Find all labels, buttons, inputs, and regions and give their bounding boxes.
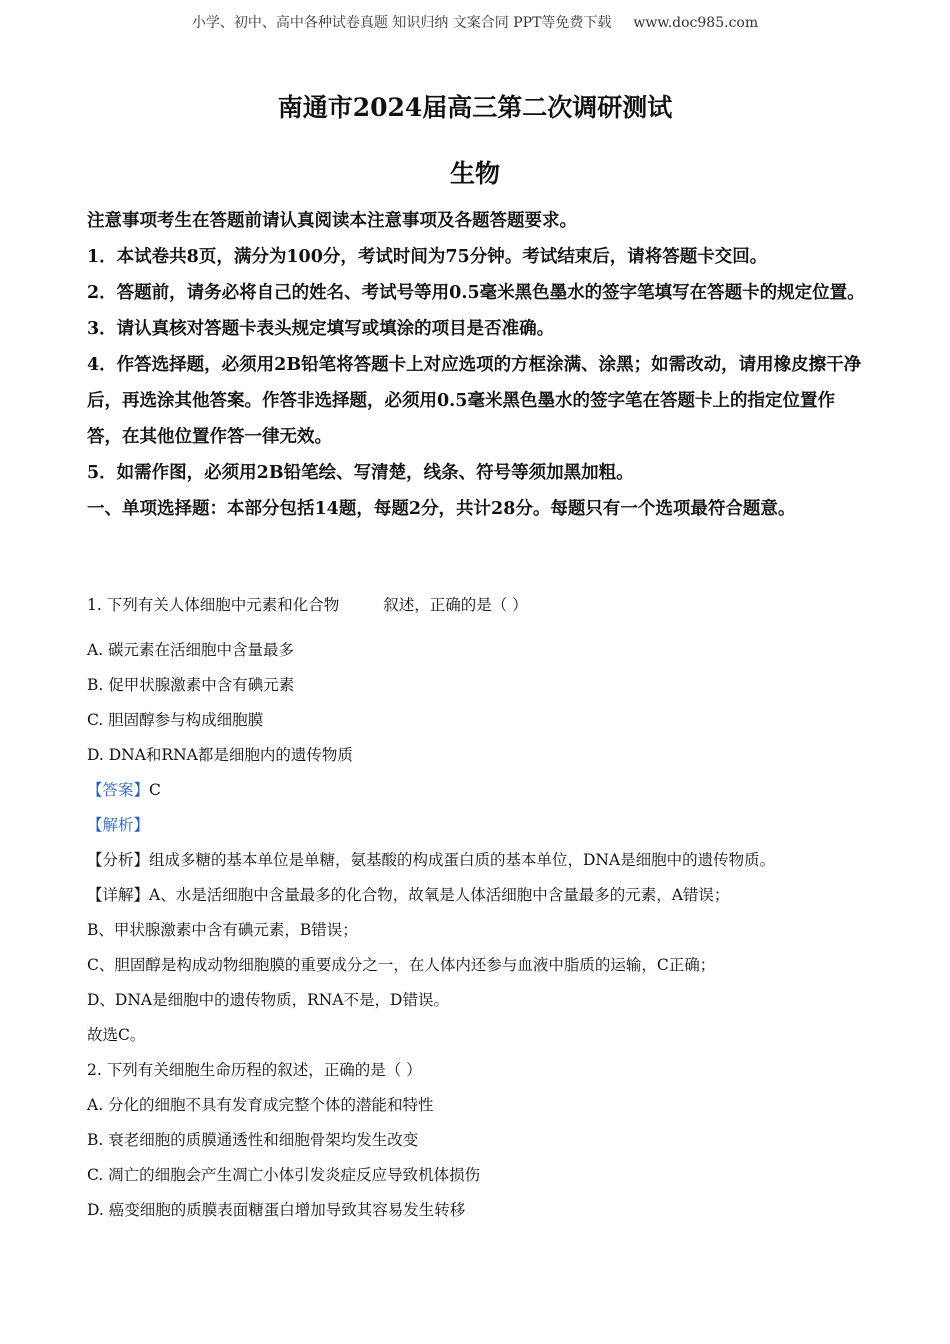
q2-option-d: D. 癌变细胞的质膜表面糖蛋白增加导致其容易发生转移 — [87, 1201, 466, 1219]
analysis-label: 【解析】 — [87, 816, 150, 834]
exam-subject: 生物 — [449, 159, 500, 188]
questions-section — [87, 588, 867, 1228]
notice-section — [87, 203, 867, 527]
q1-detail-4: D、DNA是细胞中的遗传物质，RNA不是，D错误。 — [87, 991, 449, 1009]
q2-stem: 2. 下列有关细胞生命历程的叙述，正确的是（ ） — [87, 1061, 422, 1079]
section-heading: 一、单项选择题：本部分包括14题，每题2分，共计28分。每题只有一个选项最符合题意。 — [87, 499, 796, 519]
q1-detail-2: B、甲状腺激素中含有碘元素，B错误； — [87, 921, 358, 939]
q2-option-b: B. 衰老细胞的质膜通透性和细胞骨架均发生改变 — [87, 1131, 419, 1149]
q1-detail-3: C、胆固醇是构成动物细胞膜的重要成分之一，在人体内还参与血液中脂质的运输，C正确； — [87, 956, 716, 974]
answer-label: 【答案】 — [87, 781, 150, 799]
notice-item-2: 2．答题前，请务必将自己的姓名、考试号等用0.5毫米黑色墨水的签字笔填写在答题卡的规定位置。 — [87, 283, 865, 303]
q2-option-c: C. 凋亡的细胞会产生凋亡小体引发炎症反应导致机体损伤 — [87, 1166, 481, 1184]
q1-fenxi: 【分析】组成多糖的基本单位是单糖，氨基酸的构成蛋白质的基本单位，DNA是细胞中的遗传物质。 — [87, 851, 776, 869]
q2-option-a: A. 分化的细胞不具有发育成完整个体的潜能和特性 — [87, 1096, 434, 1114]
header-left-text: 小学、初中、高中各种试卷真题 知识归纳 文案合同 PPT等免费下载 — [191, 15, 612, 31]
q1-stem-part-a: 1. 下列有关人体细胞中元素和化合物 — [87, 596, 340, 614]
header-url: www.doc985.com — [633, 15, 759, 31]
q1-stem — [87, 588, 867, 623]
q1-option-d: D. DNA和RNA都是细胞内的遗传物质 — [87, 746, 353, 764]
notice-intro: 注意事项考生在答题前请认真阅读本注意事项及各题答题要求。 — [87, 211, 577, 231]
q1-detail-1: 【详解】A、水是活细胞中含量最多的化合物，故氧是人体活细胞中含量最多的元素，A错误； — [87, 886, 730, 904]
q1-option-c: C. 胆固醇参与构成细胞膜 — [87, 711, 264, 729]
q1-answer — [87, 773, 867, 808]
notice-item-5: 5．如需作图，必须用2B铅笔绘、写清楚，线条、符号等须加黑加粗。 — [87, 463, 634, 483]
q1-stem-part-b: 叙述，正确的是（ ） — [383, 596, 528, 614]
page-header — [0, 12, 950, 32]
notice-item-3: 3．请认真核对答题卡表头规定填写或填涂的项目是否准确。 — [87, 319, 555, 339]
q1-conclusion: 故选C。 — [87, 1026, 146, 1044]
notice-item-4: 4．作答选择题，必须用2B铅笔将答题卡上对应选项的方框涂满、涂黑；如需改动，请用橡皮擦干净后，再选涂其他答案。作答非选择题，必须用0.5毫米黑色墨水的签字笔在答题卡上的指定位置作答，在其他位置作答一律无效。 — [87, 355, 862, 447]
answer-value: C — [149, 781, 161, 799]
q1-option-b: B. 促甲状腺激素中含有碘元素 — [87, 676, 295, 694]
q1-option-a: A. 碳元素在活细胞中含量最多 — [87, 641, 295, 659]
exam-title: 南通市2024届高三第二次调研测试 — [277, 93, 673, 122]
notice-item-1: 1．本试卷共8页，满分为100分，考试时间为75分钟。考试结束后，请将答题卡交回。 — [87, 247, 768, 267]
